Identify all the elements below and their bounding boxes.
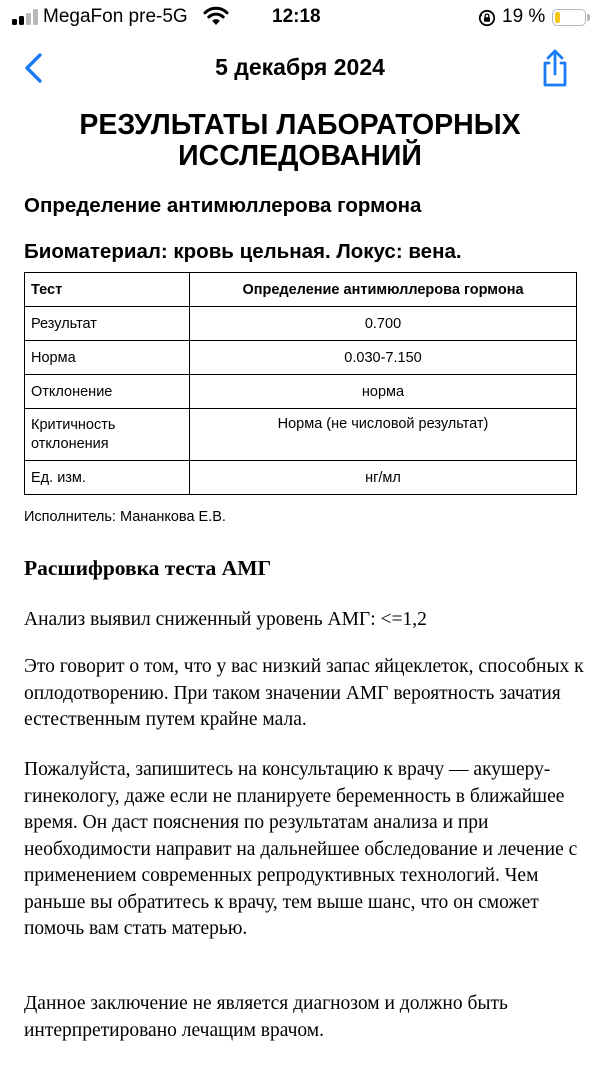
- column-header-test: Тест: [25, 273, 190, 307]
- row-label: Норма: [25, 341, 190, 375]
- rotation-lock-icon: [478, 9, 496, 27]
- battery-percentage: 19 %: [502, 6, 546, 27]
- share-button[interactable]: [538, 48, 572, 88]
- table-row: [25, 307, 577, 341]
- row-value: нг/мл: [190, 461, 577, 495]
- row-label: Результат: [25, 307, 190, 341]
- interpretation-heading: Расшифровка теста АМГ: [24, 556, 272, 580]
- interpretation-paragraph: Данное заключение не является диагнозом и должно быть интерпретировано лечащим врачом.: [24, 993, 508, 1041]
- carrier-name: MegaFon pre-5G: [43, 6, 188, 27]
- table-row: [25, 341, 577, 375]
- status-bar: [0, 0, 600, 34]
- cellular-signal-icon: [12, 9, 40, 25]
- table-row: [25, 409, 577, 461]
- clock: 12:18: [272, 6, 321, 27]
- biomaterial-info: Биоматериал: кровь цельная. Локус: вена.: [24, 240, 462, 263]
- battery-level: [555, 12, 560, 23]
- battery-tip: [587, 14, 590, 21]
- row-value: 0.030-7.150: [190, 341, 577, 375]
- row-label: Критичность отклонения: [25, 409, 190, 461]
- table-row: [25, 375, 577, 409]
- battery-icon: [552, 9, 586, 26]
- column-header-value: Определение антимюллерова гормона: [190, 273, 577, 307]
- interpretation-paragraph: Пожалуйста, запишитесь на консультацию к врачу — акушеру-гинекологу, даже если не планируете беременность в ближайшее время. Он даст пояснения по результатам анализа и при необходимости направит на дальнейшее обследование и лечение с применением современных репродуктивных технологий. Чем раньше вы обратитесь к врачу, тем выше шанс, что он сможет помочь вам стать матерью.: [24, 759, 578, 939]
- table-row: [25, 461, 577, 495]
- test-name: Определение антимюллерова гормона: [24, 194, 422, 217]
- row-value: Норма (не числовой результат): [190, 409, 577, 461]
- row-label: Ед. изм.: [25, 461, 190, 495]
- share-icon: [545, 51, 565, 85]
- page-title: 5 декабря 2024: [215, 54, 385, 80]
- interpretation-paragraph: Анализ выявил сниженный уровень АМГ: <=1,2: [24, 609, 427, 630]
- interpretation-paragraph: Это говорит о том, что у вас низкий запас яйцеклеток, способных к оплодотворению. При таком значении АМГ вероятность зачатия естественным путем крайне мала.: [24, 656, 584, 730]
- results-table: [24, 272, 577, 495]
- wifi-icon: [203, 6, 229, 26]
- row-value: норма: [190, 375, 577, 409]
- executor-name: Исполнитель: Мананкова Е.В.: [24, 509, 226, 525]
- nav-bar: [0, 44, 600, 92]
- table-header-row: [25, 273, 577, 307]
- row-label: Отклонение: [25, 375, 190, 409]
- row-value: 0.700: [190, 307, 577, 341]
- document-title: РЕЗУЛЬТАТЫ ЛАБОРАТОРНЫХ ИССЛЕДОВАНИЙ: [79, 109, 521, 172]
